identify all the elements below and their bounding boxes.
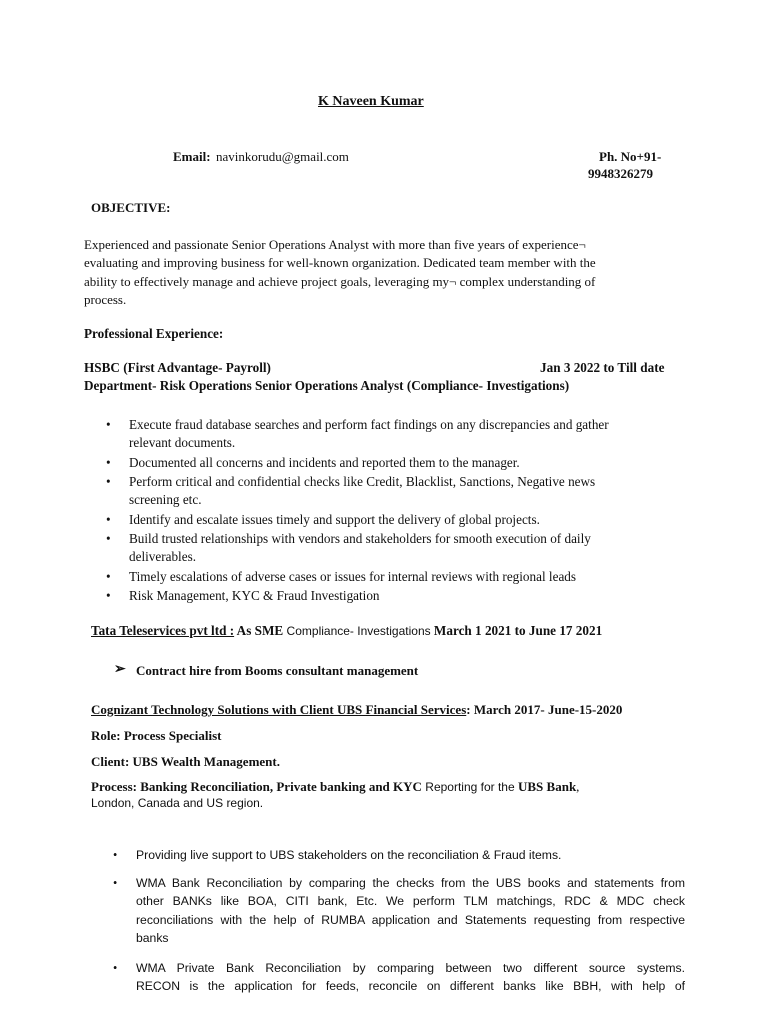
candidate-name: K Naveen Kumar [318,94,424,109]
tata-dates: March 1 2021 to June 17 2021 [430,623,603,638]
objective-line: Experienced and passionate Senior Operations Analyst with more than five years of experience¬ [84,237,586,252]
cognizant-process [91,779,579,795]
process-b: Reporting for the [421,780,518,794]
bullet-text: Build trusted relationships with vendors and stakeholders for smooth execution of daily [129,531,591,546]
cognizant-title [91,702,622,718]
bullet-icon: • [106,455,111,470]
bullet-text: Timely escalations of adverse cases or issues for internal reviews with regional leads [129,569,577,584]
bullet-text: Execute fraud database searches and perform fact findings on any discrepancies and gather [129,417,609,432]
bullet-text: Documented all concerns and incidents and reported them to the manager. [129,455,520,470]
bullet-icon: • [106,417,111,432]
bullet-text: other BANKs like BOA, CITI bank, Etc. We perform TLM matchings, RDC & MDC check [136,894,685,909]
cognizant-title-a: Cognizant Technology Solutions with Client UBS [91,702,366,717]
bullet-icon: • [113,876,118,890]
tata-role: As SME [234,623,284,638]
cognizant-title-c: : March 2017- June-15-2020 [466,702,623,717]
tata-dept: Compliance- Investigations [283,624,431,638]
hsbc-company: HSBC (First Advantage- Payroll) [84,360,271,375]
tata-company: Tata Teleservices pvt ltd : [91,623,235,638]
cognizant-client: Client: UBS Wealth Management. [91,754,280,769]
cognizant-role: Role: Process Specialist [91,728,222,743]
bullet-icon: • [113,848,118,862]
bullet-text: relevant documents. [129,435,236,450]
bullet-icon: • [106,531,111,546]
bullet-icon: • [113,961,118,975]
hsbc-dates: Jan 3 2022 to Till date [540,360,665,375]
bullet-text: banks [136,931,169,946]
bullet-text: WMA Bank Reconciliation by comparing the checks from the UBS books and statements from [136,876,685,890]
process-c: UBS Bank [518,779,577,794]
email-value: navinkorudu@gmail.com [216,149,349,164]
bullet-icon: • [106,512,111,527]
tata-line [91,623,602,639]
bullet-text: Risk Management, KYC & Fraud Investigation [129,588,380,603]
objective-heading: OBJECTIVE: [91,200,171,215]
bullet-text: Perform critical and confidential checks like Credit, Blacklist, Sanctions, Negative news [129,474,596,489]
phone-line-2: 9948326279 [588,166,653,181]
objective-line: ability to effectively manage and achieve project goals, leveraging my¬ complex understanding of [84,273,596,289]
bullet-icon: • [106,474,111,489]
objective-line: evaluating and improving business for well-known organization. Dedicated team member with the [84,255,596,271]
tata-contract: Contract hire from Booms consultant management [136,663,419,678]
process-line-2: London, Canada and US region. [91,796,264,810]
email-label: Email: [173,149,211,164]
objective-line: process. [84,292,127,308]
bullet-text: reconciliations with the help of RUMBA application and Statements requesting from respective [136,912,685,927]
bullet-text: Providing live support to UBS stakeholders on the reconciliation & Fraud items. [136,848,562,862]
bullet-text: Identify and escalate issues timely and support the delivery of global projects. [129,512,540,527]
phone-line-1: Ph. No+91- [599,149,662,164]
process-a: Process: Banking Reconciliation, Private banking and KYC [91,779,422,794]
bullet-icon: • [106,588,111,603]
objective-paragraph [84,236,684,310]
bullet-icon: • [106,569,111,584]
bullet-text: RECON is the application for feeds, reconcile on different banks like BBH, with help of [136,979,685,994]
cognizant-title-b: Financial Services [365,702,467,717]
bullet-text: WMA Private Bank Reconciliation by comparing between two different source systems. [136,961,685,975]
hsbc-department: Department- Risk Operations Senior Operations Analyst (Compliance- Investigations) [84,378,570,393]
process-d: , [576,779,580,794]
experience-heading: Professional Experience: [84,326,224,341]
arrow-icon: ➢ [114,662,126,677]
bullet-text: deliverables. [129,549,197,564]
bullet-text: screening etc. [129,492,202,507]
